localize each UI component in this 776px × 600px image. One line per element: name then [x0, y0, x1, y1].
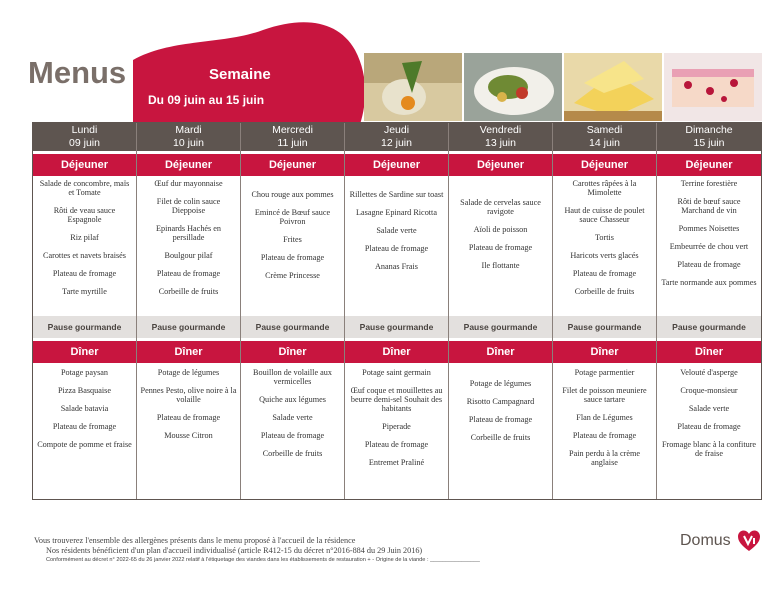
menu-item: Filet de poisson meuniere sauce tartare: [562, 386, 647, 404]
menu-item: Bouillon de volaille aux vermicelles: [253, 368, 332, 386]
menu-item: Risotto Campagnard: [466, 397, 535, 406]
menu-item: Frites: [283, 235, 302, 244]
day-name: Jeudi: [383, 124, 410, 136]
menu-item: Plateau de fromage: [156, 413, 221, 422]
dinner-header: Dîner: [33, 341, 136, 363]
food-photo-salad: [464, 53, 562, 121]
menu-item: Embeurrée de chou vert: [669, 242, 749, 251]
menu-item: Potage paysan: [60, 368, 109, 377]
menu-item: Flan de Légumes: [576, 413, 633, 422]
food-photo-strip: [364, 53, 762, 121]
menu-item: Filet de colin sauce Dieppoise: [156, 197, 221, 215]
dinner-items: [553, 363, 656, 496]
menu-item: Plateau de fromage: [677, 260, 741, 269]
day-header: [449, 123, 552, 151]
menu-item: Compote de pomme et fraise: [37, 440, 132, 449]
day-date: 10 juin: [173, 137, 204, 149]
menu-item: Plateau de fromage: [260, 431, 325, 440]
menu-item: Plateau de fromage: [364, 440, 429, 449]
menu-item: Salade verte: [272, 413, 313, 422]
pause-gourmande: Pause gourmande: [33, 316, 136, 338]
day-column-mardi: [137, 123, 241, 499]
pause-gourmande: Pause gourmande: [449, 316, 552, 338]
menu-item: Quiche aux légumes: [259, 395, 326, 404]
menu-item: Tortis: [595, 233, 614, 242]
day-date: 09 juin: [69, 137, 100, 149]
menu-item: Plateau de fromage: [52, 422, 117, 431]
day-header: [241, 123, 344, 151]
menu-item: Pommes Noisettes: [678, 224, 740, 233]
lunch-items: [657, 176, 761, 316]
lunch-items: [137, 176, 240, 316]
pause-gourmande: Pause gourmande: [241, 316, 344, 338]
lunch-header: Déjeuner: [345, 154, 448, 176]
menu-item: Piperade: [382, 422, 411, 431]
day-column-lundi: [33, 123, 137, 499]
menu-item: Plateau de fromage: [364, 244, 429, 253]
menu-item: Ile flottante: [481, 261, 520, 270]
menu-item: Plateau de fromage: [677, 422, 741, 431]
menu-item: Plateau de fromage: [156, 269, 221, 278]
menu-item: Mousse Citron: [164, 431, 213, 440]
dinner-header: Dîner: [345, 341, 448, 363]
menu-item: Tarte normande aux pommes: [661, 278, 757, 287]
day-header: [553, 123, 656, 151]
day-date: 13 juin: [485, 137, 516, 149]
menu-item: Entremet Praliné: [368, 458, 425, 467]
day-column-vendredi: [449, 123, 553, 499]
menu-item: Salade verte: [688, 404, 730, 413]
menu-item: Plateau de fromage: [468, 243, 533, 252]
page-title: Menus: [28, 55, 127, 90]
menu-item: Potage saint germain: [362, 368, 431, 377]
menu-item: Carottes et navets braisés: [43, 251, 126, 260]
decree-note: Conformément au décret n° 2022-65 du 26 janvier 2022 relatif à l'étiquetage des viandes dans les établissements de restauration + - Origine de la viande : ________________: [46, 557, 480, 563]
pai-note: Nos résidents bénéficient d'un plan d'accueil individualisé (article R412-15 du décret n°2016-884 du 29 Juin 2016): [46, 546, 423, 555]
day-column-mercredi: [241, 123, 345, 499]
menu-item: Epinards Hachés en persillade: [155, 224, 222, 242]
lunch-items: [553, 176, 656, 316]
dinner-items: [241, 363, 344, 496]
menu-item: Potage de légumes: [157, 368, 220, 377]
menu-item: Corbeille de fruits: [574, 287, 635, 296]
day-name: Mercredi: [272, 124, 313, 136]
menu-item: Riz pilaf: [70, 233, 99, 242]
menu-item: Boulgour pilaf: [164, 251, 213, 260]
lunch-header: Déjeuner: [449, 154, 552, 176]
dinner-header: Dîner: [137, 341, 240, 363]
day-date: 14 juin: [589, 137, 620, 149]
dinner-items: [33, 363, 136, 496]
date-range: Du 09 juin au 15 juin: [148, 93, 265, 107]
menu-item: Aïoli de poisson: [473, 225, 528, 234]
menu-item: Pennes Pesto, olive noire à la volaille: [140, 386, 237, 404]
menu-item: Plateau de fromage: [572, 269, 637, 278]
menu-item: Ananas Frais: [375, 262, 418, 271]
dinner-header: Dîner: [449, 341, 552, 363]
day-date: 11 juin: [277, 137, 308, 149]
domusvi-logo-text: Domus: [680, 532, 731, 549]
day-name: Samedi: [586, 124, 623, 136]
menu-item: Salade batavia: [60, 404, 109, 413]
day-column-dimanche: [657, 123, 761, 499]
menu-item: Plateau de fromage: [52, 269, 117, 278]
day-column-jeudi: [345, 123, 449, 499]
menu-item: Salade de concombre, maïs et Tomate: [39, 179, 130, 197]
menu-item: Œuf dur mayonnaise: [154, 179, 223, 188]
menu-item: Carottes râpées à la Mimolette: [572, 179, 637, 197]
menu-item: Fromage blanc à la confiture de fraise: [661, 440, 757, 458]
lunch-items: [345, 176, 448, 316]
menu-item: Plateau de fromage: [468, 415, 533, 424]
menu-item: Plateau de fromage: [260, 253, 325, 262]
food-photo-dessert: [664, 53, 762, 121]
dinner-items: [657, 363, 761, 496]
lunch-header: Déjeuner: [657, 154, 761, 176]
day-date: 12 juin: [381, 137, 412, 149]
pause-gourmande: Pause gourmande: [657, 316, 761, 338]
menu-item: Chou rouge aux pommes: [251, 190, 334, 199]
week-label: Semaine: [209, 66, 271, 83]
menu-item: Potage parmentier: [574, 368, 635, 377]
dinner-items: [345, 363, 448, 496]
lunch-header: Déjeuner: [33, 154, 136, 176]
dinner-header: Dîner: [241, 341, 344, 363]
dinner-header: Dîner: [553, 341, 656, 363]
day-column-samedi: [553, 123, 657, 499]
menu-item: Pizza Basquaise: [58, 386, 111, 395]
day-name: Vendredi: [479, 124, 522, 136]
menu-item: Pain perdu à la crème anglaise: [569, 449, 640, 467]
menu-item: Crème Princesse: [265, 271, 320, 280]
lunch-items: [449, 176, 552, 316]
food-photo-cheese: [564, 53, 662, 121]
lunch-header: Déjeuner: [241, 154, 344, 176]
day-name: Dimanche: [685, 124, 733, 136]
dinner-header: Dîner: [657, 341, 761, 363]
day-header: [345, 123, 448, 151]
lunch-header: Déjeuner: [553, 154, 656, 176]
menu-item: Salade verte: [376, 226, 417, 235]
lunch-items: [241, 176, 344, 316]
menu-item: Plateau de fromage: [572, 431, 637, 440]
menu-item: Haut de cuisse de poulet sauce Chasseur: [564, 206, 645, 224]
domusvi-heart-icon: [737, 529, 761, 553]
menu-item: Corbeille de fruits: [262, 449, 323, 458]
lunch-items: [33, 176, 136, 316]
menu-item: Rôti de veau sauce Espagnole: [53, 206, 116, 224]
menu-item: Croque-monsieur: [680, 386, 738, 395]
pause-gourmande: Pause gourmande: [345, 316, 448, 338]
lunch-header: Déjeuner: [137, 154, 240, 176]
pause-gourmande: Pause gourmande: [553, 316, 656, 338]
allergen-note: Vous trouverez l'ensemble des allergènes présents dans le menu proposé à l'accueil de la résidence: [34, 536, 356, 545]
menu-item: Emincé de Bœuf sauce Poivron: [254, 208, 331, 226]
menu-item: Terrine forestière: [680, 179, 738, 188]
day-name: Mardi: [175, 124, 202, 136]
menu-grid: [32, 122, 762, 500]
menu-item: Corbeille de fruits: [158, 287, 219, 296]
menu-item: Tarte myrtille: [62, 287, 107, 296]
menu-item: Salade de cervelas sauce ravigote: [460, 198, 541, 216]
menu-item: Œuf coque et mouillettes au beurre demi-sel Souhait des habitants: [350, 386, 443, 413]
food-photo-appetizer: [364, 53, 462, 121]
menu-item: Velouté d'asperge: [680, 368, 738, 377]
day-header: [657, 123, 761, 151]
menu-item: Haricots verts glacés: [570, 251, 639, 260]
menu-item: Corbeille de fruits: [470, 433, 531, 442]
menu-item: Potage de légumes: [469, 379, 532, 388]
day-header: [33, 123, 136, 151]
pause-gourmande: Pause gourmande: [137, 316, 240, 338]
dinner-items: [137, 363, 240, 496]
menu-item: Rôti de bœuf sauce Marchand de vin: [677, 197, 741, 215]
dinner-items: [449, 363, 552, 496]
menu-item: Lasagne Epinard Ricotta: [356, 208, 437, 217]
day-name: Lundi: [71, 124, 98, 136]
day-header: [137, 123, 240, 151]
day-date: 15 juin: [693, 137, 725, 149]
menu-item: Rillettes de Sardine sur toast: [349, 190, 444, 199]
